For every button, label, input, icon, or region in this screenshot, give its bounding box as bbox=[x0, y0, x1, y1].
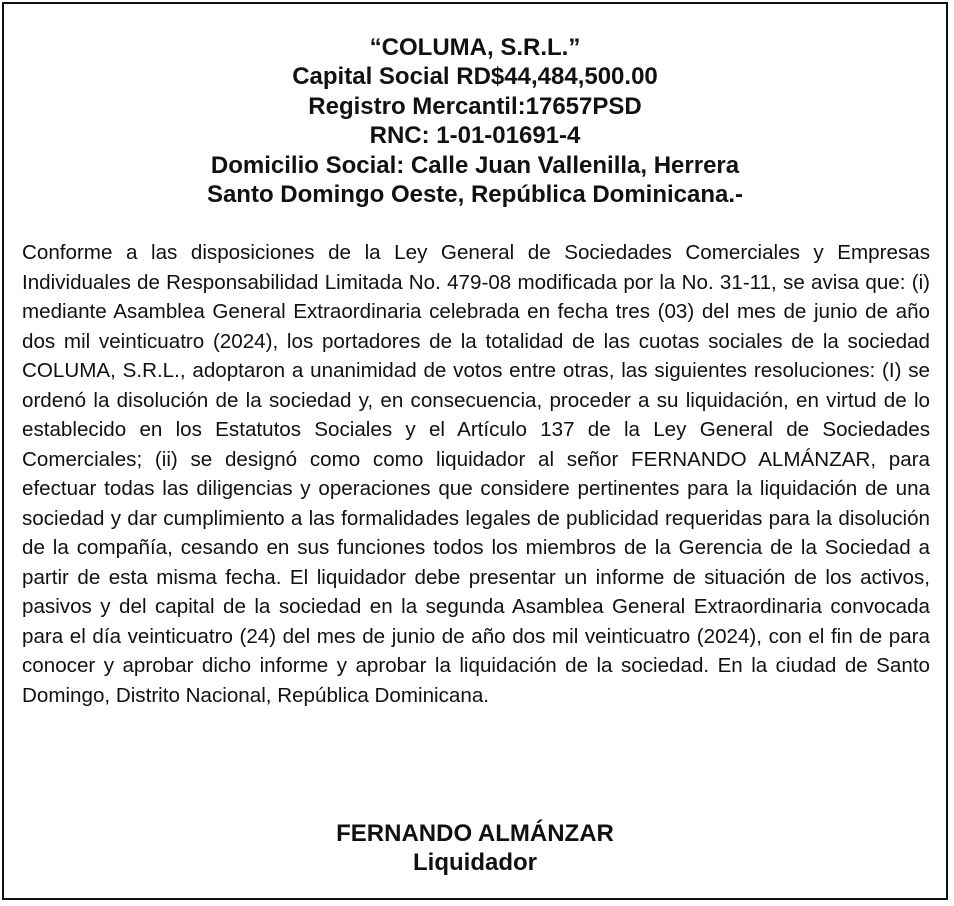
signature-block bbox=[4, 819, 946, 878]
signatory-name: FERNANDO ALMÁNZAR bbox=[336, 820, 614, 847]
address-line-2: Santo Domingo Oeste, República Dominicana.- bbox=[206, 181, 744, 209]
address-line-1: Domicilio Social: Calle Juan Vallenilla, Herrera bbox=[210, 151, 740, 179]
signatory-title: Liquidador bbox=[413, 849, 537, 877]
capital-social: Capital Social RD$44,484,500.00 bbox=[292, 63, 658, 91]
company-name: “COLUMA, S.R.L.” bbox=[369, 34, 581, 61]
rnc-number: RNC: 1-01-01691-4 bbox=[369, 122, 581, 150]
notice-body: Conforme a las disposiciones de la Ley General de Sociedades Comerciales y Empresas Individuales de Responsabilidad Limitada No. 479-08 modificada por la No. 31-11, se avisa que: (i) mediante Asamblea General Extraordinaria celebrada en fecha tres (03) del mes de junio de año dos mil veinticuatro (2024), los portadores de la totalidad de las cuotas sociales de la sociedad COLUMA, S.R.L., adoptaron a unanimidad de votos entre otras, las siguientes resoluciones: (I) se ordenó la disolución de la sociedad y, en consecuencia, proceder a su liquidación, en virtud de lo establecido en los Estatutos Sociales y el Artículo 137 de la Ley General de Sociedades Comerciales; (ii) se designó como como liquidador al señor FERNANDO ALMÁNZAR, para efectuar todas las diligencias y operaciones que considere pertinentes para la liquidación de una sociedad y dar cumplimiento a las formalidades legales de publicidad requeridas para la disolución de la compañía, cesando en sus funciones todos los miembros de la Gerencia de la Sociedad a partir de esta misma fecha. El liquidador debe presentar un informe de situación de los activos, pasivos y del capital de la sociedad en la segunda Asamblea General Extraordinaria convocada para el día veinticuatro (24) del mes de junio de año dos mil veinticuatro (2024), con el fin de para conocer y aprobar dicho informe y aprobar la liquidación de la sociedad. En la ciudad de Santo Domingo, Distrito Nacional, República Dominicana. bbox=[22, 241, 930, 707]
registro-mercantil: Registro Mercantil:17657PSD bbox=[308, 92, 642, 120]
notice-header bbox=[4, 33, 946, 209]
legal-notice bbox=[2, 2, 948, 900]
